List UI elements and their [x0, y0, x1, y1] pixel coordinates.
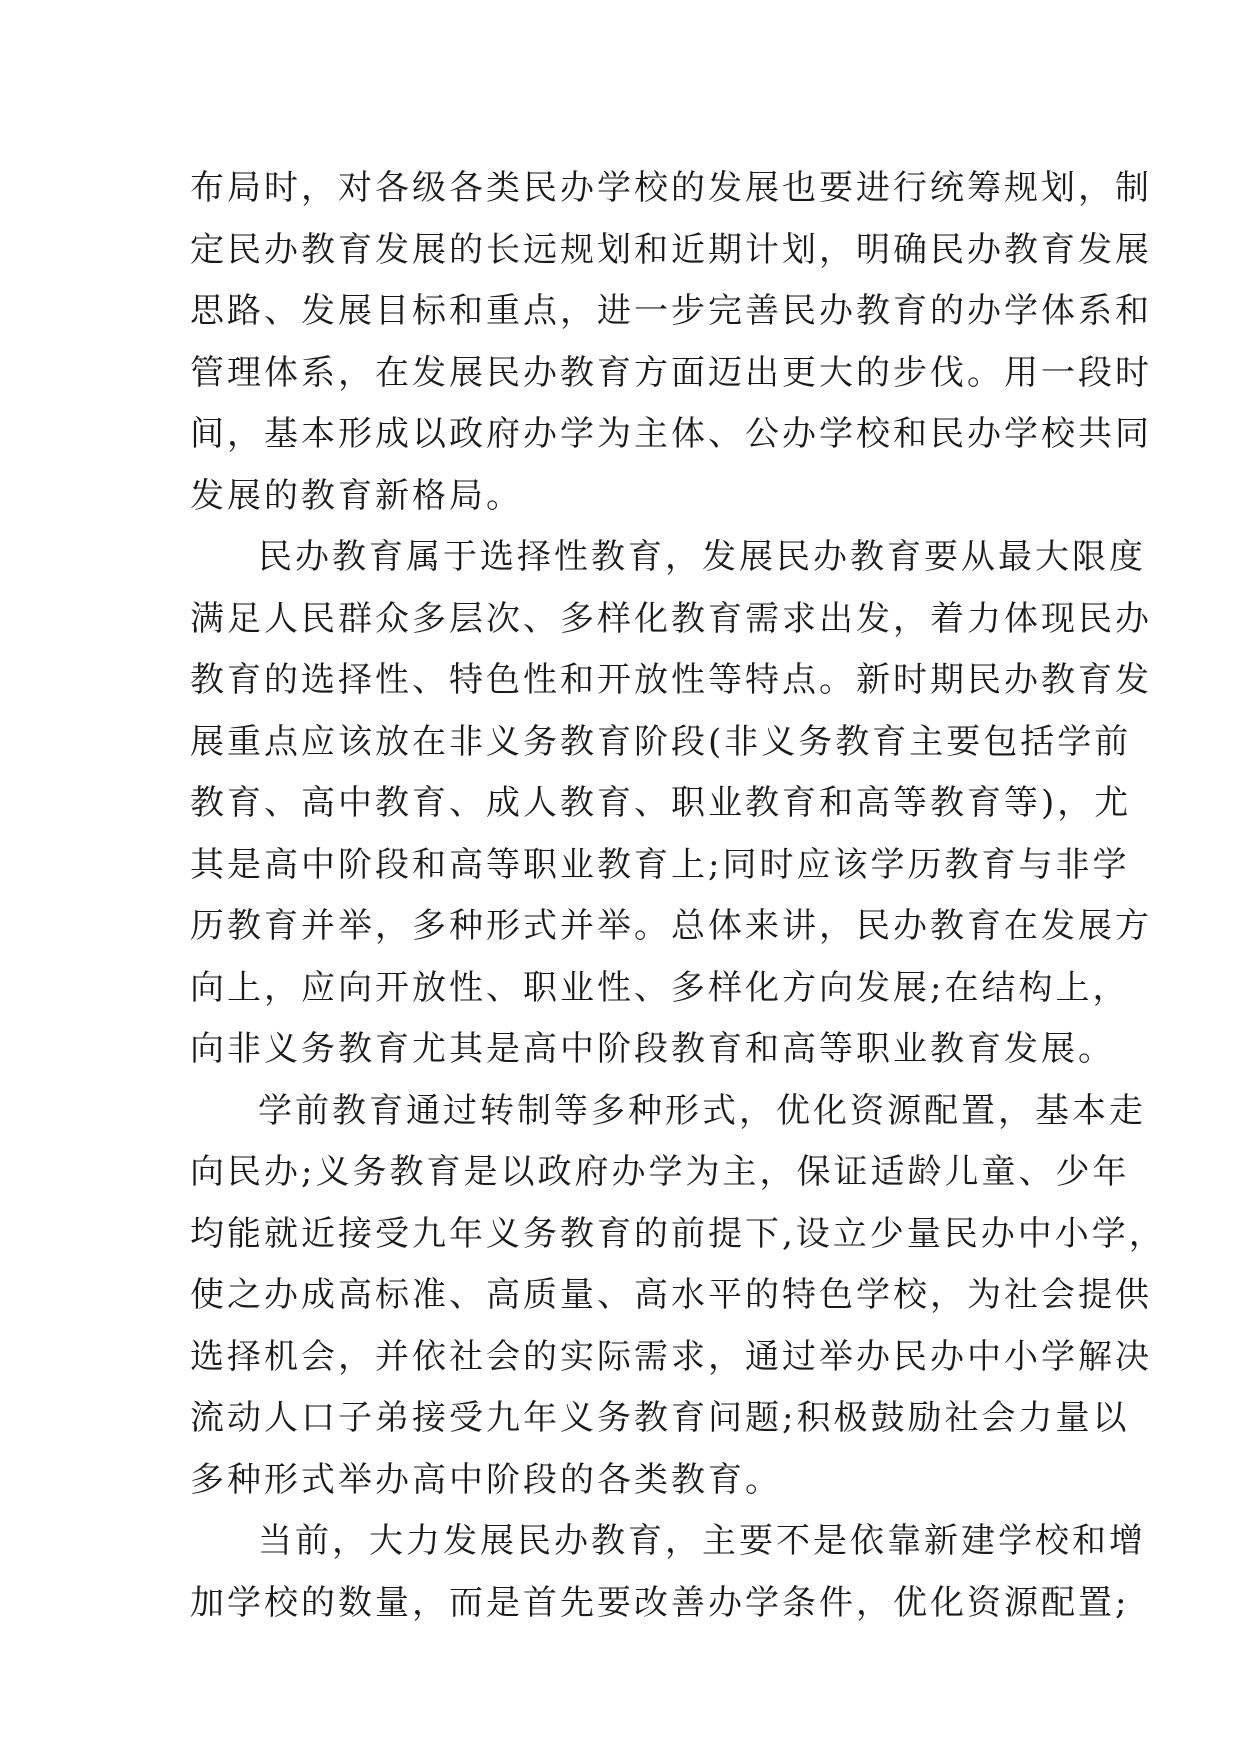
paragraph-first-line: 学前教育通过转制等多种形式，优化资源配置，基本走 — [258, 1090, 1146, 1131]
paragraph-first-line: 当前，大力发展民办教育，主要不是依靠新建学校和增 — [258, 1521, 1146, 1561]
text-line: 多种形式举办高中阶段的各类教育。 — [190, 1459, 782, 1500]
text-line: 加学校的数量，而是首先要改善办学条件，优化资源配置; — [190, 1582, 1130, 1623]
text-line: 管理体系，在发展民办教育方面迈出更大的步伐。用一段时 — [190, 352, 1152, 393]
text-line: 历教育并举，多种形式并举。总体来讲，民办教育在发展方 — [190, 906, 1152, 946]
text-line: 均能就近接受九年义务教育的前提下,设立少量民办中小学， — [190, 1213, 1166, 1254]
text-line: 间，基本形成以政府办学为主体、公办学校和民办学校共同 — [190, 414, 1152, 454]
text-line: 向非义务教育尤其是高中阶段教育和高等职业教育发展。 — [190, 1029, 1115, 1069]
text-line: 教育、高中教育、成人教育、职业教育和高等教育等)，尤 — [190, 783, 1132, 823]
text-line: 选择机会，并依社会的实际需求，通过举办民办中小学解决 — [190, 1336, 1152, 1377]
text-line: 定民办教育发展的长远规划和近期计划，明确民办教育发展 — [190, 229, 1152, 270]
text-line: 展重点应该放在非义务教育阶段(非义务教育主要包括学前 — [190, 721, 1132, 762]
text-line: 发展的教育新格局。 — [190, 475, 523, 516]
text-line: 流动人口子弟接受九年义务教育问题;积极鼓励社会力量以 — [190, 1398, 1130, 1438]
text-line: 教育的选择性、特色性和开放性等特点。新时期民办教育发 — [190, 660, 1152, 700]
text-line: 满足人民群众多层次、多样化教育需求出发，着力体现民办 — [190, 598, 1152, 639]
text-line: 向上，应向开放性、职业性、多样化方向发展;在结构上， — [190, 967, 1130, 1008]
document-body — [190, 158, 1166, 1634]
text-line: 向民办;义务教育是以政府办学为主，保证适龄儿童、少年 — [190, 1152, 1130, 1192]
text-line: 布局时，对各级各类民办学校的发展也要进行统筹规划，制 — [190, 168, 1152, 208]
paragraph-first-line: 民办教育属于选择性教育，发展民办教育要从最大限度 — [258, 537, 1146, 577]
text-line: 思路、发展目标和重点，进一步完善民办教育的办学体系和 — [190, 291, 1152, 331]
text-line: 其是高中阶段和高等职业教育上;同时应该学历教育与非学 — [190, 844, 1130, 885]
text-line: 使之办成高标准、高质量、高水平的特色学校，为社会提供 — [190, 1275, 1152, 1315]
